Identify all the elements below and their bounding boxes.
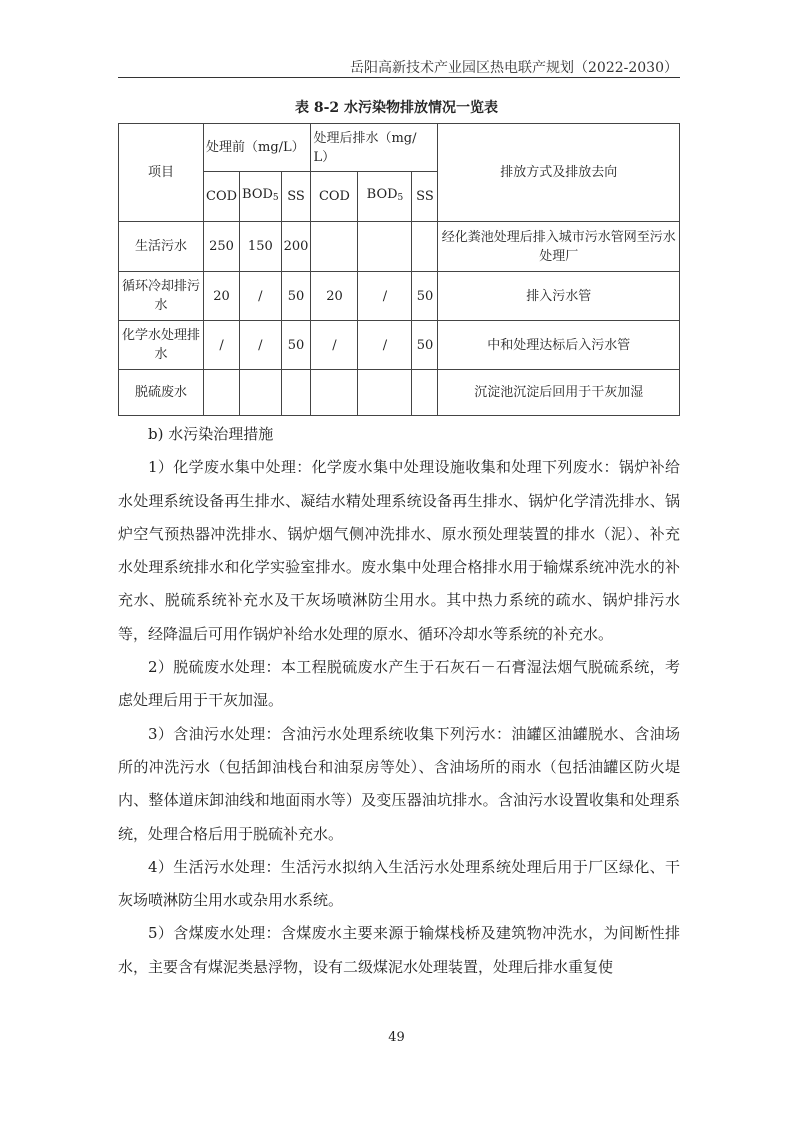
table-caption: 表 8-2 水污染物排放情况一览表 — [294, 100, 499, 116]
table-row — [119, 272, 680, 321]
cell-discharge: 经化粪池处理后排入城市污水管网至污水处理厂 — [438, 222, 680, 272]
cell-before-ss: 50 — [281, 321, 311, 370]
cell-after-cod — [311, 370, 358, 416]
cell-before-cod: / — [204, 321, 240, 370]
paragraph: 4）生活污水处理：生活污水拟纳入生活污水处理系统处理后用于厂区绿化、干灰场喷淋防尘用水或杂用水系统。 — [118, 857, 680, 910]
cell-after-bod — [358, 370, 412, 416]
cell-before-bod: 150 — [240, 222, 282, 272]
cell-after-ss — [412, 370, 438, 416]
row-item: 循环冷却排污水 — [119, 272, 204, 321]
header-after-treatment: 处理后排水（mg/ L） — [311, 124, 438, 172]
header-discharge-method: 排放方式及排放去向 — [438, 124, 680, 222]
row-item: 化学水处理排水 — [119, 321, 204, 370]
paragraph: 5）含煤废水处理：含煤废水主要来源于输煤栈桥及建筑物冲洗水，为间断性排水，主要含有煤泥类悬浮物，设有二级煤泥水处理装置，处理后排水重复使 — [118, 924, 680, 976]
cell-after-ss: 50 — [412, 321, 438, 370]
subheader-before-ss: SS — [281, 172, 311, 222]
cell-discharge: 沉淀池沉淀后回用于干灰加湿 — [438, 370, 680, 416]
body-text — [118, 418, 680, 984]
table-row — [119, 321, 680, 370]
row-item: 生活污水 — [119, 222, 204, 272]
cell-after-bod: / — [358, 272, 412, 321]
subheader-after-ss: SS — [412, 172, 438, 222]
subheader-after-cod: COD — [311, 172, 358, 222]
cell-after-bod: / — [358, 321, 412, 370]
page-number: 49 — [388, 1030, 405, 1045]
cell-after-bod — [358, 222, 412, 272]
cell-before-bod — [240, 370, 282, 416]
cell-before-ss — [281, 370, 311, 416]
cell-before-ss: 50 — [281, 272, 311, 321]
table-row — [119, 222, 680, 272]
header-before-treatment: 处理前（mg/L） — [204, 124, 311, 172]
table-row — [119, 370, 680, 416]
subheader-before-bod: $BOD_5$ — [240, 172, 282, 222]
water-pollutant-table — [118, 123, 680, 416]
cell-discharge: 排入污水管 — [438, 272, 680, 321]
table-header-row — [119, 124, 680, 172]
cell-before-cod — [204, 370, 240, 416]
page-header — [118, 55, 680, 78]
subheader-after-bod: $BOD_5$ — [358, 172, 412, 222]
paragraph: 1）化学废水集中处理：化学废水集中处理设施收集和处理下列废水：锅炉补给水处理系统设备再生排水、凝结水精处理系统设备再生排水、锅炉化学清洗排水、锅炉空气预热器冲洗排水、锅炉烟气侧冲洗排水、原水预处理装置的排水（泥）、补充水处理系统排水和化学实验室排水。废水集中处理合格排水用于输煤系统冲洗水的补充水、脱硫系统补充水及干灰场喷淋防尘用水。其中热力系统的疏水、锅炉排污水等，经降温后可用作锅炉补给水处理的原水、循环冷却水等系统的补充水。 — [118, 458, 680, 643]
cell-after-cod: 20 — [311, 272, 358, 321]
paragraph: 2）脱硫废水处理：本工程脱硫废水产生于石灰石－石膏湿法烟气脱硫系统，考虑处理后用于干灰加湿。 — [118, 658, 680, 710]
paragraph: 3）含油污水处理：含油污水处理系统收集下列污水：油罐区油罐脱水、含油场所的冲洗污水（包括卸油栈台和油泵房等处）、含油场所的雨水（包括油罐区防火堤内、整体道床卸油线和地面雨水等）及变压器油坑排水。含油污水设置收集和处理系统，处理合格后用于脱硫补充水。 — [118, 724, 680, 843]
cell-after-ss — [412, 222, 438, 272]
cell-before-cod: 20 — [204, 272, 240, 321]
subheader-before-cod: COD — [204, 172, 240, 222]
header-title: 岳阳高新技术产业园区热电联产规划（2022-2030） — [350, 60, 678, 76]
section-heading: b) 水污染治理措施 — [148, 425, 274, 443]
cell-after-ss: 50 — [412, 272, 438, 321]
row-item: 脱硫废水 — [119, 370, 204, 416]
cell-after-cod: / — [311, 321, 358, 370]
cell-discharge: 中和处理达标后入污水管 — [438, 321, 680, 370]
cell-before-bod: / — [240, 321, 282, 370]
header-item: 项目 — [119, 124, 204, 222]
cell-after-cod — [311, 222, 358, 272]
cell-before-bod: / — [240, 272, 282, 321]
cell-before-cod: 250 — [204, 222, 240, 272]
cell-before-ss: 200 — [281, 222, 311, 272]
